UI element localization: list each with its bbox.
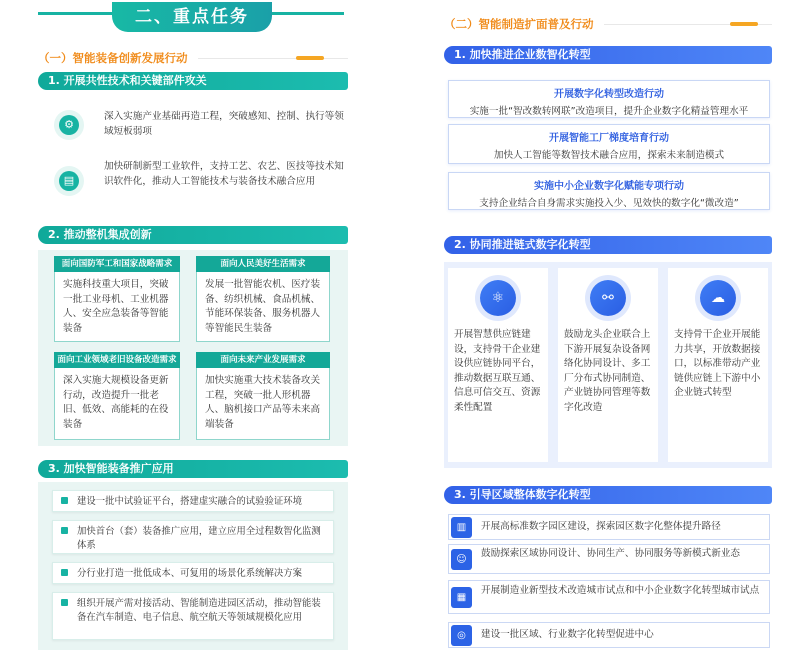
share-icon: ⚯ <box>590 280 626 316</box>
task-item-text: 加快研制新型工业软件，支持工艺、农艺、医技等技术知识软件化，推动人工智能技术与装备技术融合应用 <box>104 161 344 187</box>
action-box <box>448 124 770 164</box>
card-body: 发展一批智能农机、医疗装备、纺织机械、食品机械、节能环保装备、服务机器人等智能民生装备 <box>205 279 321 334</box>
section-title-banner <box>34 0 350 36</box>
chain-card <box>558 268 658 462</box>
chain-card-text: 开展智慧供应链建设，支持骨干企业建设供应链协同平台，推动数据互联互通、信息可信交互、资源柔性配置 <box>454 329 541 413</box>
gear-icon: ⚙ <box>54 110 84 140</box>
list-item-text: 加快首台（套）装备推广应用，建立应用全过程数智化监测体系 <box>77 526 321 551</box>
list-item-text: 分行业打造一批低成本、可复用的场景化系统解决方案 <box>77 568 303 579</box>
action-title: 开展智能工厂梯度培育行动 <box>549 133 669 144</box>
task-item-text: 深入实施产业基础再造工程，突破感知、控制、执行等领域短板弱项 <box>104 111 344 137</box>
bullet-icon <box>61 497 68 504</box>
region-item <box>448 514 770 540</box>
card-head: 面向工业领域老旧设备改造需求 <box>54 352 180 368</box>
list-item-text: 建设一批中试验证平台，搭建虚实融合的试验验证环境 <box>77 496 303 507</box>
action-box <box>448 172 770 210</box>
action-box <box>448 80 770 118</box>
demand-card <box>54 352 180 440</box>
task-bar-2: 2. 推动整机集成创新 <box>38 226 348 244</box>
list-item <box>52 490 334 512</box>
cloud-hand-icon: ☁ <box>700 280 736 316</box>
bullet-icon <box>61 569 68 576</box>
bullet-icon <box>61 527 68 534</box>
action-title: 开展数字化转型改造行动 <box>554 89 664 100</box>
region-item-text: 鼓励探索区域协同设计、协同生产、协同服务等新模式新业态 <box>481 548 741 559</box>
region-item-text: 开展制造业新型技术改造城市试点和中小企业数字化转型城市试点 <box>481 585 760 596</box>
accent-dash <box>296 56 324 60</box>
list-panel <box>38 482 348 650</box>
people-icon: ☺ <box>451 549 472 570</box>
demand-card <box>54 256 180 342</box>
task-bar-3: 3. 引导区域整体数字化转型 <box>444 486 772 504</box>
accent-dash <box>730 22 758 26</box>
chart-icon: ▥ <box>451 517 472 538</box>
card-head: 面向未来产业发展需求 <box>196 352 330 368</box>
region-item <box>448 622 770 648</box>
action-desc: 支持企业结合自身需求实施投入少、见效快的数字化“微改造” <box>479 198 739 209</box>
task-bar-1: 1. 开展共性技术和关键部件攻关 <box>38 72 348 90</box>
task-bar-2: 2. 协同推进链式数字化转型 <box>444 236 772 254</box>
divider <box>198 58 348 59</box>
region-item <box>448 580 770 614</box>
region-item <box>448 544 770 574</box>
card-head: 面向人民美好生活需求 <box>196 256 330 272</box>
action-desc: 加快人工智能等数智技术融合应用，探索未来制造模式 <box>493 150 725 161</box>
demand-card <box>196 256 330 342</box>
task-bar-1: 1. 加快推进企业数智化转型 <box>444 46 772 64</box>
page-title: 二、重点任务 <box>112 2 272 32</box>
card-head: 面向国防军工和国家战略需求 <box>54 256 180 272</box>
card-body: 深入实施大规模设备更新行动，改造提升一批老旧、低效、高能耗的在役装备 <box>63 375 169 430</box>
list-item <box>52 592 334 640</box>
action-desc: 实施一批“智改数转网联”改造项目，提升企业数字化精益管理水平 <box>469 106 749 117</box>
task-bar-3: 3. 加快智能装备推广应用 <box>38 460 348 478</box>
demand-card <box>196 352 330 440</box>
subsection-heading-2: （二）智能制造扩面普及行动 <box>444 17 594 31</box>
cards-panel <box>38 250 348 446</box>
target-icon: ◎ <box>451 625 472 646</box>
list-item <box>52 520 334 554</box>
network-icon: ⚛ <box>480 280 516 316</box>
chain-card <box>448 268 548 462</box>
chain-panel <box>444 262 772 468</box>
chain-card-text: 鼓励龙头企业联合上下游开展复杂设备网络化协同设计、多工厂分布式协同制造、产业链协同管理等数字化改造 <box>564 329 651 413</box>
city-icon: ▦ <box>451 587 472 608</box>
chain-card <box>668 268 768 462</box>
document-icon: ▤ <box>54 166 84 196</box>
bullet-icon <box>61 599 68 606</box>
action-title: 实施中小企业数字化赋能专项行动 <box>534 181 684 192</box>
list-item-text: 组织开展产需对接活动、智能制造进园区活动，推动智能装备在汽车制造、电子信息、航空航天等领域规模化应用 <box>77 598 321 623</box>
list-item <box>52 562 334 584</box>
chain-card-text: 支持骨干企业开展能力共享，开放数据接口，以标准带动产业链供应链上下游中小企业链式转型 <box>674 329 761 398</box>
subsection-heading-1: （一）智能装备创新发展行动 <box>38 51 188 65</box>
region-item-text: 建设一批区域、行业数字化转型促进中心 <box>481 629 654 640</box>
card-body: 实施科技重大项目，突破一批工业母机、工业机器人、安全应急装备等智能装备 <box>63 279 169 334</box>
region-item-text: 开展高标准数字园区建设，探索园区数字化整体提升路径 <box>481 521 721 532</box>
card-body: 加快实施重大技术装备攻关工程，突破一批人形机器人、脑机接口产品等未来高端装备 <box>205 375 321 430</box>
